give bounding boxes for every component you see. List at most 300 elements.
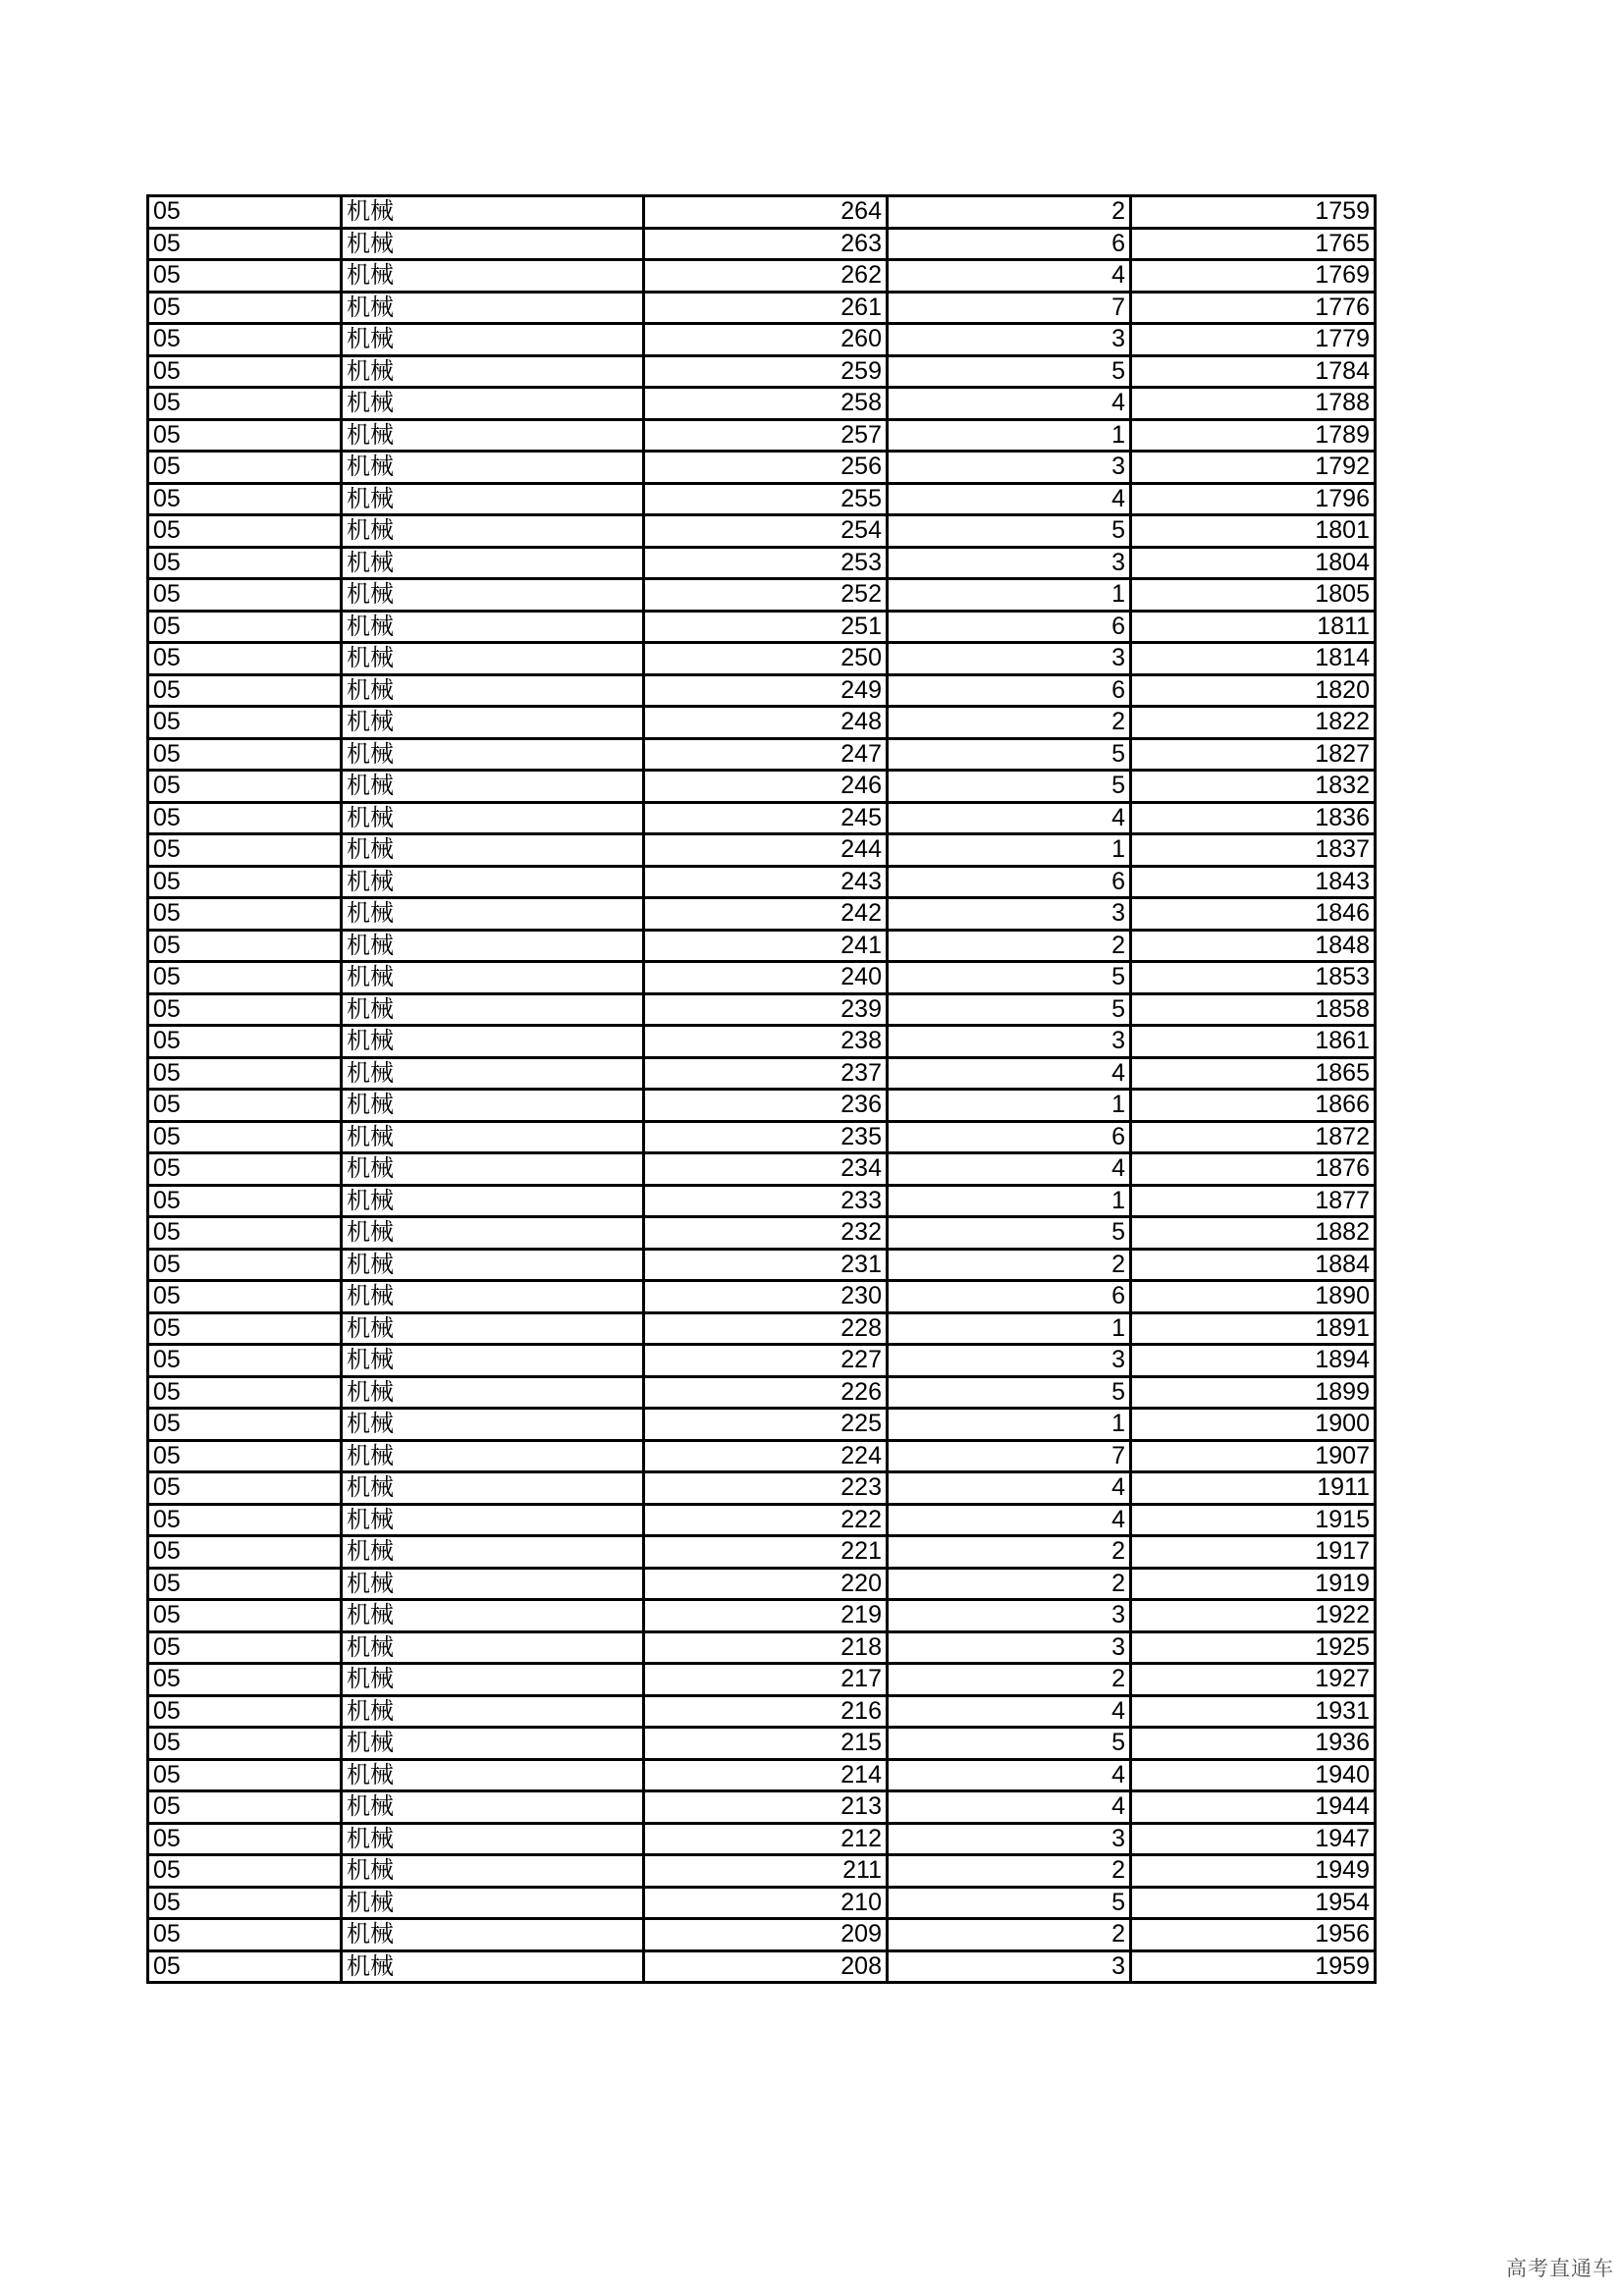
table-row: [148, 483, 1376, 515]
cell-cumulative: 1900: [1131, 1409, 1376, 1441]
cell-cumulative: 1899: [1131, 1376, 1376, 1409]
table-row: [148, 1791, 1376, 1824]
cell-score: 228: [644, 1312, 888, 1345]
cell-category-code: 05: [148, 1600, 342, 1632]
cell-count: 3: [888, 1600, 1131, 1632]
cell-cumulative: 1827: [1131, 738, 1376, 771]
table-row: [148, 419, 1376, 452]
cell-category-name: 机械: [342, 643, 644, 675]
cell-cumulative: 1947: [1131, 1823, 1376, 1855]
table-row: [148, 1217, 1376, 1250]
cell-category-code: 05: [148, 1950, 342, 1983]
cell-score: 235: [644, 1121, 888, 1153]
cell-category-code: 05: [148, 1664, 342, 1696]
cell-cumulative: 1927: [1131, 1664, 1376, 1696]
table-row: [148, 1919, 1376, 1951]
cell-category-code: 05: [148, 547, 342, 579]
cell-category-name: 机械: [342, 547, 644, 579]
cell-cumulative: 1769: [1131, 260, 1376, 293]
cell-category-code: 05: [148, 355, 342, 388]
cell-cumulative: 1954: [1131, 1887, 1376, 1919]
cell-cumulative: 1956: [1131, 1919, 1376, 1951]
cell-category-name: 机械: [342, 1312, 644, 1345]
cell-score: 219: [644, 1600, 888, 1632]
table-row: [148, 898, 1376, 931]
cell-score: 246: [644, 771, 888, 803]
cell-count: 4: [888, 1504, 1131, 1536]
cell-count: 4: [888, 1759, 1131, 1791]
cell-category-code: 05: [148, 1728, 342, 1760]
cell-cumulative: 1915: [1131, 1504, 1376, 1536]
cell-category-code: 05: [148, 1536, 342, 1569]
cell-category-name: 机械: [342, 1026, 644, 1058]
cell-category-code: 05: [148, 611, 342, 643]
cell-category-code: 05: [148, 419, 342, 452]
cell-score: 218: [644, 1631, 888, 1664]
cell-cumulative: 1925: [1131, 1631, 1376, 1664]
cell-category-name: 机械: [342, 1568, 644, 1600]
cell-cumulative: 1765: [1131, 228, 1376, 260]
cell-category-code: 05: [148, 771, 342, 803]
cell-category-code: 05: [148, 515, 342, 548]
cell-score: 238: [644, 1026, 888, 1058]
cell-score: 221: [644, 1536, 888, 1569]
cell-cumulative: 1861: [1131, 1026, 1376, 1058]
cell-score: 242: [644, 898, 888, 931]
cell-count: 6: [888, 611, 1131, 643]
cell-count: 2: [888, 1664, 1131, 1696]
table-row: [148, 802, 1376, 834]
cell-category-name: 机械: [342, 1950, 644, 1983]
cell-category-name: 机械: [342, 707, 644, 739]
cell-category-name: 机械: [342, 866, 644, 898]
cell-category-name: 机械: [342, 1728, 644, 1760]
cell-category-name: 机械: [342, 292, 644, 324]
cell-category-code: 05: [148, 260, 342, 293]
cell-count: 3: [888, 452, 1131, 484]
cell-count: 5: [888, 1217, 1131, 1250]
table-row: [148, 643, 1376, 675]
cell-cumulative: 1832: [1131, 771, 1376, 803]
cell-count: 1: [888, 1090, 1131, 1122]
cell-cumulative: 1866: [1131, 1090, 1376, 1122]
cell-category-name: 机械: [342, 1631, 644, 1664]
table-row: [148, 579, 1376, 612]
cell-cumulative: 1776: [1131, 292, 1376, 324]
cell-category-code: 05: [148, 1568, 342, 1600]
cell-category-name: 机械: [342, 260, 644, 293]
cell-category-name: 机械: [342, 1409, 644, 1441]
score-distribution-table: [146, 194, 1377, 1984]
table-row: [148, 355, 1376, 388]
cell-count: 4: [888, 483, 1131, 515]
cell-cumulative: 1846: [1131, 898, 1376, 931]
cell-score: 258: [644, 388, 888, 420]
cell-score: 248: [644, 707, 888, 739]
cell-category-code: 05: [148, 802, 342, 834]
cell-score: 261: [644, 292, 888, 324]
cell-category-code: 05: [148, 1090, 342, 1122]
cell-category-name: 机械: [342, 898, 644, 931]
cell-cumulative: 1836: [1131, 802, 1376, 834]
table-row: [148, 1472, 1376, 1505]
cell-category-code: 05: [148, 1791, 342, 1824]
cell-score: 233: [644, 1185, 888, 1217]
cell-category-name: 机械: [342, 388, 644, 420]
cell-category-code: 05: [148, 579, 342, 612]
table-row: [148, 1026, 1376, 1058]
cell-score: 244: [644, 834, 888, 867]
cell-count: 1: [888, 1409, 1131, 1441]
cell-score: 227: [644, 1345, 888, 1377]
cell-cumulative: 1784: [1131, 355, 1376, 388]
cell-score: 237: [644, 1057, 888, 1090]
cell-cumulative: 1789: [1131, 419, 1376, 452]
cell-cumulative: 1865: [1131, 1057, 1376, 1090]
cell-score: 230: [644, 1281, 888, 1313]
cell-category-name: 机械: [342, 738, 644, 771]
cell-score: 260: [644, 324, 888, 356]
cell-count: 3: [888, 1950, 1131, 1983]
table-row: [148, 771, 1376, 803]
cell-category-name: 机械: [342, 228, 644, 260]
cell-category-code: 05: [148, 674, 342, 707]
table-row: [148, 1887, 1376, 1919]
cell-score: 243: [644, 866, 888, 898]
cell-category-name: 机械: [342, 1887, 644, 1919]
cell-count: 3: [888, 1823, 1131, 1855]
cell-cumulative: 1911: [1131, 1472, 1376, 1505]
cell-score: 253: [644, 547, 888, 579]
score-table-body: [148, 196, 1376, 1983]
cell-score: 208: [644, 1950, 888, 1983]
cell-category-name: 机械: [342, 1600, 644, 1632]
table-row: [148, 1153, 1376, 1186]
cell-category-code: 05: [148, 993, 342, 1026]
cell-cumulative: 1919: [1131, 1568, 1376, 1600]
cell-category-name: 机械: [342, 1057, 644, 1090]
cell-category-code: 05: [148, 707, 342, 739]
cell-category-name: 机械: [342, 419, 644, 452]
cell-category-code: 05: [148, 1409, 342, 1441]
cell-score: 234: [644, 1153, 888, 1186]
cell-cumulative: 1949: [1131, 1855, 1376, 1888]
table-row: [148, 1536, 1376, 1569]
cell-category-code: 05: [148, 388, 342, 420]
table-row: [148, 1249, 1376, 1281]
cell-count: 4: [888, 1695, 1131, 1728]
cell-category-code: 05: [148, 738, 342, 771]
table-row: [148, 1281, 1376, 1313]
cell-count: 2: [888, 1536, 1131, 1569]
cell-count: 4: [888, 1057, 1131, 1090]
cell-category-code: 05: [148, 1919, 342, 1951]
cell-category-code: 05: [148, 962, 342, 994]
cell-cumulative: 1959: [1131, 1950, 1376, 1983]
table-row: [148, 1345, 1376, 1377]
cell-score: 247: [644, 738, 888, 771]
cell-count: 5: [888, 738, 1131, 771]
cell-count: 4: [888, 388, 1131, 420]
cell-category-code: 05: [148, 1185, 342, 1217]
cell-score: 220: [644, 1568, 888, 1600]
cell-score: 254: [644, 515, 888, 548]
cell-category-name: 机械: [342, 993, 644, 1026]
cell-cumulative: 1891: [1131, 1312, 1376, 1345]
cell-category-name: 机械: [342, 452, 644, 484]
cell-category-code: 05: [148, 452, 342, 484]
cell-cumulative: 1944: [1131, 1791, 1376, 1824]
cell-cumulative: 1882: [1131, 1217, 1376, 1250]
cell-category-name: 机械: [342, 1823, 644, 1855]
cell-cumulative: 1779: [1131, 324, 1376, 356]
cell-category-code: 05: [148, 1855, 342, 1888]
cell-score: 222: [644, 1504, 888, 1536]
cell-count: 2: [888, 196, 1131, 229]
table-row: [148, 674, 1376, 707]
cell-score: 216: [644, 1695, 888, 1728]
cell-category-name: 机械: [342, 1791, 644, 1824]
table-row: [148, 1090, 1376, 1122]
table-row: [148, 1121, 1376, 1153]
cell-count: 2: [888, 930, 1131, 962]
cell-count: 5: [888, 1887, 1131, 1919]
watermark-text: 高考直通车: [1506, 2257, 1614, 2280]
cell-score: 224: [644, 1440, 888, 1472]
cell-score: 210: [644, 1887, 888, 1919]
cell-score: 239: [644, 993, 888, 1026]
cell-score: 223: [644, 1472, 888, 1505]
table-row: [148, 1950, 1376, 1983]
cell-score: 257: [644, 419, 888, 452]
cell-category-name: 机械: [342, 579, 644, 612]
cell-cumulative: 1876: [1131, 1153, 1376, 1186]
cell-score: 231: [644, 1249, 888, 1281]
table-row: [148, 1664, 1376, 1696]
cell-count: 5: [888, 993, 1131, 1026]
cell-count: 5: [888, 1728, 1131, 1760]
cell-cumulative: 1877: [1131, 1185, 1376, 1217]
cell-category-code: 05: [148, 866, 342, 898]
cell-category-code: 05: [148, 1217, 342, 1250]
cell-score: 263: [644, 228, 888, 260]
table-row: [148, 993, 1376, 1026]
cell-cumulative: 1820: [1131, 674, 1376, 707]
cell-cumulative: 1894: [1131, 1345, 1376, 1377]
cell-count: 5: [888, 1376, 1131, 1409]
cell-score: 209: [644, 1919, 888, 1951]
cell-score: 226: [644, 1376, 888, 1409]
cell-cumulative: 1796: [1131, 483, 1376, 515]
cell-category-code: 05: [148, 1121, 342, 1153]
cell-category-name: 机械: [342, 355, 644, 388]
table-row: [148, 962, 1376, 994]
cell-cumulative: 1788: [1131, 388, 1376, 420]
cell-count: 4: [888, 802, 1131, 834]
cell-score: 259: [644, 355, 888, 388]
table-row: [148, 452, 1376, 484]
cell-category-name: 机械: [342, 483, 644, 515]
cell-category-name: 机械: [342, 611, 644, 643]
cell-category-code: 05: [148, 898, 342, 931]
cell-cumulative: 1931: [1131, 1695, 1376, 1728]
cell-count: 3: [888, 1631, 1131, 1664]
table-row: [148, 515, 1376, 548]
cell-count: 4: [888, 1472, 1131, 1505]
cell-category-code: 05: [148, 1281, 342, 1313]
cell-cumulative: 1884: [1131, 1249, 1376, 1281]
cell-count: 1: [888, 579, 1131, 612]
table-row: [148, 1185, 1376, 1217]
cell-category-code: 05: [148, 1887, 342, 1919]
cell-score: 217: [644, 1664, 888, 1696]
cell-category-name: 机械: [342, 1536, 644, 1569]
cell-score: 245: [644, 802, 888, 834]
cell-score: 212: [644, 1823, 888, 1855]
cell-score: 241: [644, 930, 888, 962]
table-row: [148, 324, 1376, 356]
table-row: [148, 1409, 1376, 1441]
cell-count: 1: [888, 834, 1131, 867]
cell-count: 5: [888, 355, 1131, 388]
cell-category-code: 05: [148, 1631, 342, 1664]
cell-count: 6: [888, 866, 1131, 898]
cell-category-code: 05: [148, 1695, 342, 1728]
table-row: [148, 930, 1376, 962]
cell-category-name: 机械: [342, 515, 644, 548]
table-row: [148, 1440, 1376, 1472]
cell-count: 4: [888, 1153, 1131, 1186]
cell-score: 213: [644, 1791, 888, 1824]
cell-cumulative: 1805: [1131, 579, 1376, 612]
cell-count: 3: [888, 643, 1131, 675]
cell-category-name: 机械: [342, 1855, 644, 1888]
cell-category-code: 05: [148, 1153, 342, 1186]
cell-category-code: 05: [148, 292, 342, 324]
cell-count: 1: [888, 1312, 1131, 1345]
cell-category-name: 机械: [342, 1376, 644, 1409]
cell-count: 1: [888, 1185, 1131, 1217]
cell-category-name: 机械: [342, 1759, 644, 1791]
table-row: [148, 1695, 1376, 1728]
cell-cumulative: 1759: [1131, 196, 1376, 229]
cell-category-name: 机械: [342, 1919, 644, 1951]
cell-score: 240: [644, 962, 888, 994]
cell-score: 250: [644, 643, 888, 675]
cell-category-name: 机械: [342, 1695, 644, 1728]
table-row: [148, 1376, 1376, 1409]
table-row: [148, 547, 1376, 579]
cell-score: 251: [644, 611, 888, 643]
cell-category-name: 机械: [342, 1121, 644, 1153]
table-row: [148, 611, 1376, 643]
table-row: [148, 1568, 1376, 1600]
cell-category-name: 机械: [342, 802, 644, 834]
table-row: [148, 707, 1376, 739]
cell-score: 225: [644, 1409, 888, 1441]
cell-count: 7: [888, 1440, 1131, 1472]
cell-category-name: 机械: [342, 930, 644, 962]
cell-count: 3: [888, 1026, 1131, 1058]
cell-cumulative: 1804: [1131, 547, 1376, 579]
cell-category-name: 机械: [342, 1281, 644, 1313]
cell-category-name: 机械: [342, 1345, 644, 1377]
cell-count: 5: [888, 771, 1131, 803]
cell-category-code: 05: [148, 324, 342, 356]
cell-count: 3: [888, 898, 1131, 931]
cell-category-code: 05: [148, 834, 342, 867]
cell-category-code: 05: [148, 1345, 342, 1377]
table-row: [148, 1631, 1376, 1664]
cell-score: 249: [644, 674, 888, 707]
table-row: [148, 834, 1376, 867]
cell-score: 262: [644, 260, 888, 293]
cell-score: 215: [644, 1728, 888, 1760]
cell-count: 3: [888, 1345, 1131, 1377]
cell-count: 2: [888, 1249, 1131, 1281]
cell-cumulative: 1843: [1131, 866, 1376, 898]
cell-category-code: 05: [148, 1249, 342, 1281]
cell-category-code: 05: [148, 1472, 342, 1505]
cell-count: 5: [888, 962, 1131, 994]
cell-cumulative: 1936: [1131, 1728, 1376, 1760]
cell-cumulative: 1940: [1131, 1759, 1376, 1791]
cell-score: 255: [644, 483, 888, 515]
cell-cumulative: 1917: [1131, 1536, 1376, 1569]
cell-cumulative: 1858: [1131, 993, 1376, 1026]
cell-score: 211: [644, 1855, 888, 1888]
cell-category-code: 05: [148, 643, 342, 675]
cell-count: 2: [888, 1568, 1131, 1600]
cell-category-code: 05: [148, 1026, 342, 1058]
cell-category-code: 05: [148, 1823, 342, 1855]
cell-category-code: 05: [148, 1440, 342, 1472]
cell-category-name: 机械: [342, 1153, 644, 1186]
table-row: [148, 1759, 1376, 1791]
cell-category-name: 机械: [342, 834, 644, 867]
cell-category-code: 05: [148, 1312, 342, 1345]
cell-cumulative: 1811: [1131, 611, 1376, 643]
table-row: [148, 388, 1376, 420]
cell-count: 6: [888, 674, 1131, 707]
table-row: [148, 1600, 1376, 1632]
cell-category-name: 机械: [342, 771, 644, 803]
table-row: [148, 228, 1376, 260]
cell-score: 256: [644, 452, 888, 484]
cell-category-name: 机械: [342, 1185, 644, 1217]
cell-score: 232: [644, 1217, 888, 1250]
cell-count: 4: [888, 1791, 1131, 1824]
cell-count: 6: [888, 228, 1131, 260]
table-row: [148, 196, 1376, 229]
cell-score: 214: [644, 1759, 888, 1791]
cell-category-code: 05: [148, 1504, 342, 1536]
cell-cumulative: 1853: [1131, 962, 1376, 994]
cell-category-name: 机械: [342, 1217, 644, 1250]
cell-cumulative: 1837: [1131, 834, 1376, 867]
table-row: [148, 1057, 1376, 1090]
cell-category-name: 机械: [342, 962, 644, 994]
cell-count: 2: [888, 1919, 1131, 1951]
cell-category-name: 机械: [342, 324, 644, 356]
cell-category-name: 机械: [342, 1472, 644, 1505]
cell-category-name: 机械: [342, 196, 644, 229]
cell-count: 6: [888, 1121, 1131, 1153]
cell-count: 5: [888, 515, 1131, 548]
cell-cumulative: 1848: [1131, 930, 1376, 962]
table-row: [148, 260, 1376, 293]
cell-count: 2: [888, 1855, 1131, 1888]
